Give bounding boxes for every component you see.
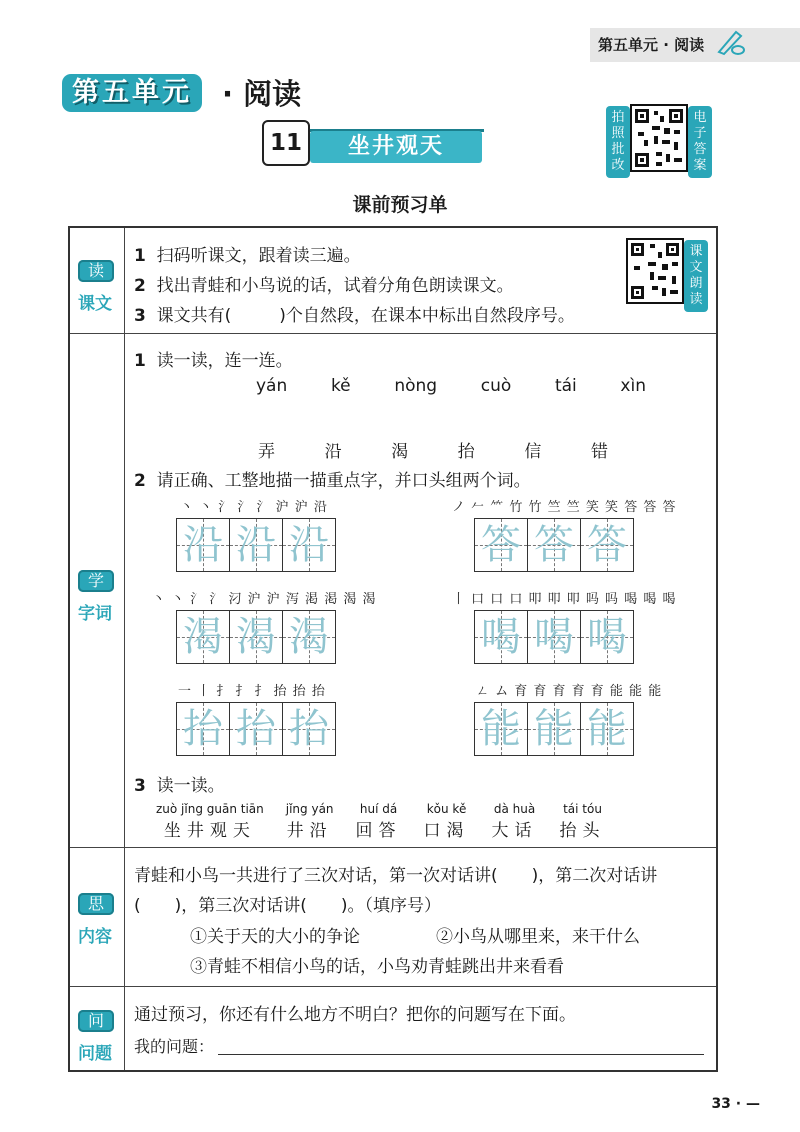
- read-item-3: 3 课文共有( )个自然段，在课本中标出自然段序号。: [134, 306, 575, 326]
- read-item-1: 1 扫码听课文，跟着读三遍。: [134, 246, 361, 266]
- unit-suffix: · 阅读: [222, 77, 302, 111]
- page-number: 33 · —: [711, 1096, 760, 1112]
- pinyin-item[interactable]: cuò: [480, 376, 512, 396]
- pinyin-item[interactable]: tái: [554, 376, 577, 396]
- word-list: [156, 802, 628, 841]
- match-char[interactable]: 抬: [457, 442, 475, 462]
- pinyin-row: [256, 376, 646, 396]
- preview-title: 课前预习单: [352, 194, 448, 216]
- unit-label: 第五单元: [62, 74, 202, 112]
- stroke-order: 丶 丶 氵 氵 氵 沪 沪 沿: [180, 500, 328, 515]
- word-item: kǒu kě 口渴: [423, 802, 470, 841]
- think-line-2: ( )，第三次对话讲( )。（填序号）: [134, 896, 442, 916]
- row-divider-3: [70, 986, 716, 987]
- pen-icon: [716, 28, 746, 60]
- read-section-icon: 读: [78, 260, 114, 282]
- word-item: dà huà 大话: [491, 802, 538, 841]
- pinyin-item[interactable]: kě: [330, 376, 351, 396]
- stroke-order: ㄥ ム 育 育 育 育 育 能 能 能: [476, 684, 663, 699]
- read-section-name: 课文: [78, 294, 112, 314]
- row-divider-1: [70, 333, 716, 334]
- stroke-order: 一 丨 扌 扌 扌 抬 抬 抬: [178, 684, 326, 699]
- lesson-title: 坐井观天: [310, 131, 482, 163]
- option-3: ③青蛙不相信小鸟的话，小鸟劝青蛙跳出井来看看: [190, 957, 564, 977]
- learn-section-icon: 学: [78, 570, 114, 592]
- tracing-grid[interactable]: 答 答 答: [474, 518, 634, 572]
- match-char[interactable]: 沿: [324, 442, 342, 462]
- lesson-number: 11: [262, 120, 310, 166]
- ask-section-name: 问题: [78, 1044, 112, 1064]
- word-item: tái tóu 抬头: [559, 802, 606, 841]
- pinyin-item[interactable]: yán: [256, 376, 288, 396]
- qr-code-reading[interactable]: [626, 238, 684, 304]
- qr-right-tag: 电子答案: [688, 106, 712, 178]
- think-line-1: 青蛙和小鸟一共进行了三次对话，第一次对话讲( )，第二次对话讲: [134, 866, 658, 886]
- ask-text: 通过预习，你还有什么地方不明白？把你的问题写在下面。: [134, 1005, 576, 1025]
- stroke-order: ノ 𠂉 ⺮ 竹 竹 竺 竺 笑 笑 答 答 答: [452, 500, 677, 515]
- option-2: ②小鸟从哪里来，来干什么: [436, 927, 640, 947]
- tracing-grid[interactable]: 渴 渴 渴: [176, 610, 336, 664]
- stroke-order: 丨 口 口 口 叩 叩 叩 吗 吗 喝 喝 喝: [452, 592, 677, 607]
- running-title: 第五单元 · 阅读: [598, 36, 705, 54]
- tracing-grid[interactable]: 抬 抬 抬: [176, 702, 336, 756]
- option-1: ①关于天的大小的争论: [190, 927, 360, 947]
- think-section-name: 内容: [78, 927, 112, 947]
- word-item: zuò jǐng guān tiān 坐井观天: [156, 802, 264, 841]
- learn-q2: 2 请正确、工整地描一描重点字，并口头组两个词。: [134, 471, 531, 491]
- pinyin-item[interactable]: xìn: [620, 376, 646, 396]
- qr-code-answers[interactable]: [630, 104, 688, 172]
- ask-prompt: 我的问题：: [134, 1037, 215, 1056]
- tracing-grid[interactable]: 喝 喝 喝: [474, 610, 634, 664]
- tracing-grid[interactable]: 能 能 能: [474, 702, 634, 756]
- match-char[interactable]: 弄: [258, 442, 275, 462]
- word-item: jǐng yán 井沿: [285, 802, 334, 841]
- row-divider-2: [70, 847, 716, 848]
- qr-left-tag: 拍照批改: [606, 106, 630, 178]
- pinyin-item[interactable]: nòng: [394, 376, 438, 396]
- question-answer-line[interactable]: [218, 1052, 704, 1055]
- tracing-grid[interactable]: 沿 沿 沿: [176, 518, 336, 572]
- word-item: huí dá 回答: [355, 802, 402, 841]
- learn-q1: 1 读一读，连一连。: [134, 351, 293, 371]
- ask-section-icon: 问: [78, 1010, 114, 1032]
- stroke-order: 丶 丶 氵 氵 汈 沪 沪 泻 渇 渇 渴 渴: [152, 592, 377, 607]
- column-divider: [124, 228, 125, 1070]
- qr-reading-tag: 课文朗读: [684, 240, 708, 312]
- learn-q3: 3 读一读。: [134, 776, 225, 796]
- match-char[interactable]: 错: [590, 442, 608, 462]
- match-chars-row: [258, 437, 608, 462]
- read-item-2: 2 找出青蛙和小鸟说的话，试着分角色朗读课文。: [134, 276, 514, 296]
- think-section-icon: 思: [78, 893, 114, 915]
- match-char[interactable]: 信: [524, 442, 542, 462]
- learn-section-name: 字词: [78, 604, 112, 624]
- match-char[interactable]: 渴: [391, 442, 409, 462]
